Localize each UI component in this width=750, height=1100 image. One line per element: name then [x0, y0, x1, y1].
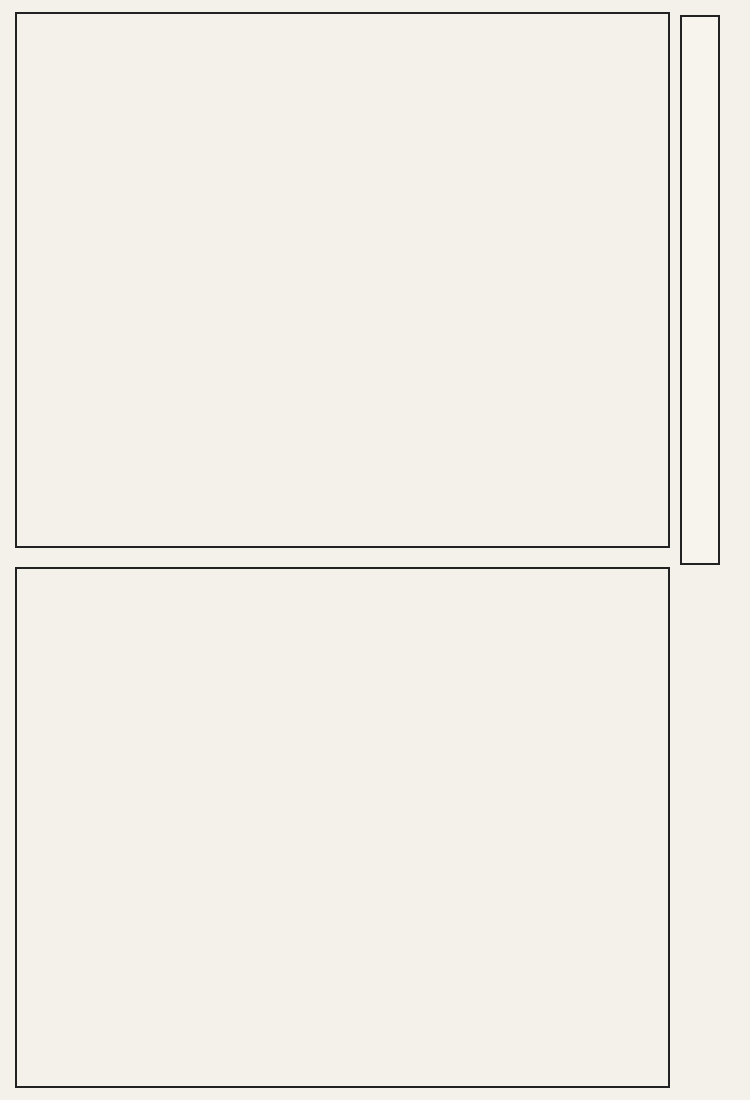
- table-bottom-row: [17, 569, 668, 1086]
- table-top-row: [17, 14, 668, 546]
- table-top: [15, 12, 670, 548]
- table-bottom: [15, 567, 670, 1088]
- title-box: [680, 15, 720, 565]
